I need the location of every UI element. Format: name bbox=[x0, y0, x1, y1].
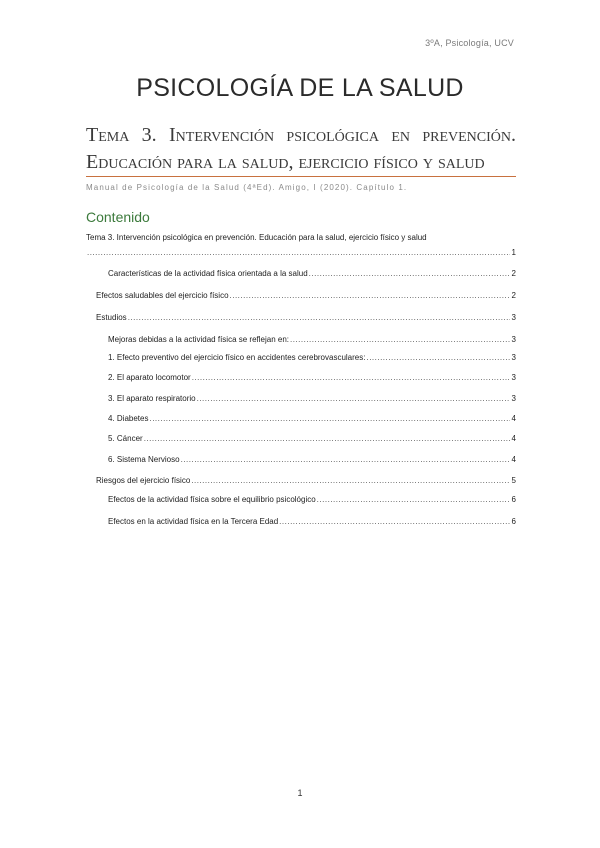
toc-entry-estudios[interactable] bbox=[96, 313, 516, 322]
toc-entry-tercera-edad[interactable] bbox=[108, 517, 516, 526]
toc-leader bbox=[191, 476, 509, 485]
toc-entry-page: 5 bbox=[511, 476, 516, 485]
toc-entry-page: 2 bbox=[511, 291, 516, 300]
toc-entry-label: Tema 3. Intervención psicológica en prevención. Educación para la salud, ejercicio físico y salud bbox=[86, 233, 427, 242]
toc-entry-label: Mejoras debidas a la actividad física se reflejan en: bbox=[108, 335, 289, 344]
toc-entry-label: 6. Sistema Nervioso bbox=[108, 455, 180, 464]
toc-entry-page: 3 bbox=[511, 394, 516, 403]
tema-title: Tema 3. Intervención psicológica en prevención. Educación para la salud, ejercicio físico y salud bbox=[86, 124, 516, 173]
toc-entry-label: Efectos de la actividad física sobre el equilibrio psicológico bbox=[108, 495, 316, 504]
toc-heading: Contenido bbox=[86, 209, 150, 225]
toc-entry-equilibrio-psicologico[interactable] bbox=[108, 495, 516, 504]
toc-leader bbox=[181, 455, 510, 464]
title-underline bbox=[86, 176, 516, 177]
toc-leader bbox=[309, 269, 510, 278]
toc-entry-label: Efectos en la actividad física en la Tercera Edad bbox=[108, 517, 279, 526]
toc-leader bbox=[317, 495, 510, 504]
source-citation: Manual de Psicología de la Salud (4ªEd). Amigo, I (2020). Capítulo 1. bbox=[86, 183, 408, 192]
toc-entry-diabetes[interactable] bbox=[108, 414, 516, 423]
toc-entry-mejoras[interactable] bbox=[108, 335, 516, 344]
toc-entry-page: 3 bbox=[511, 313, 516, 322]
toc-entry-label: 2. El aparato locomotor bbox=[108, 373, 191, 382]
toc-leader bbox=[230, 291, 510, 300]
toc-entry-label: Estudios bbox=[96, 313, 127, 322]
toc-entry-caracteristicas[interactable] bbox=[108, 269, 516, 278]
toc-entry-page: 3 bbox=[511, 335, 516, 344]
toc-entry-page: 1 bbox=[511, 248, 516, 257]
toc-entry-label: 1. Efecto preventivo del ejercicio físico en accidentes cerebrovasculares: bbox=[108, 353, 366, 362]
toc-entry-page: 4 bbox=[511, 455, 516, 464]
toc-entry-label: Características de la actividad física orientada a la salud bbox=[108, 269, 308, 278]
toc-entry-page: 4 bbox=[511, 414, 516, 423]
toc-entry-label: Efectos saludables del ejercicio físico bbox=[96, 291, 229, 300]
toc-entry-label: 5. Cáncer bbox=[108, 434, 143, 443]
toc-entry-aparato-respiratorio[interactable] bbox=[108, 394, 516, 403]
toc-leader bbox=[149, 414, 509, 423]
toc-entry-efecto-preventivo[interactable] bbox=[108, 353, 516, 362]
toc-entry-aparato-locomotor[interactable] bbox=[108, 373, 516, 382]
toc-leader bbox=[279, 517, 509, 526]
toc-entry-label: 4. Diabetes bbox=[108, 414, 149, 423]
toc-entry-efectos-saludables[interactable] bbox=[96, 291, 516, 300]
toc-leader bbox=[366, 353, 509, 362]
toc-leader bbox=[192, 373, 510, 382]
toc-entry-page: 2 bbox=[511, 269, 516, 278]
header-note: 3ºA, Psicología, UCV bbox=[425, 38, 514, 48]
toc-entry-page: 6 bbox=[511, 517, 516, 526]
toc-entry-label: Riesgos del ejercicio físico bbox=[96, 476, 191, 485]
toc-entry-page: 3 bbox=[511, 353, 516, 362]
toc-leader bbox=[87, 248, 510, 257]
toc-entry-page: 4 bbox=[511, 434, 516, 443]
toc-leader bbox=[197, 394, 510, 403]
toc-leader bbox=[128, 313, 510, 322]
page-number: 1 bbox=[297, 788, 303, 798]
toc-entry-sistema-nervioso[interactable] bbox=[108, 455, 516, 464]
toc-entry-tema3[interactable] bbox=[86, 233, 516, 257]
toc-entry-label: 3. El aparato respiratorio bbox=[108, 394, 196, 403]
toc-entry-riesgos[interactable] bbox=[96, 476, 516, 485]
toc-entry-cancer[interactable] bbox=[108, 434, 516, 443]
toc-entry-page: 6 bbox=[511, 495, 516, 504]
toc-entry-page: 3 bbox=[511, 373, 516, 382]
toc-leader bbox=[144, 434, 510, 443]
document-title: PSICOLOGÍA DE LA SALUD bbox=[136, 74, 464, 102]
toc-leader bbox=[290, 335, 510, 344]
